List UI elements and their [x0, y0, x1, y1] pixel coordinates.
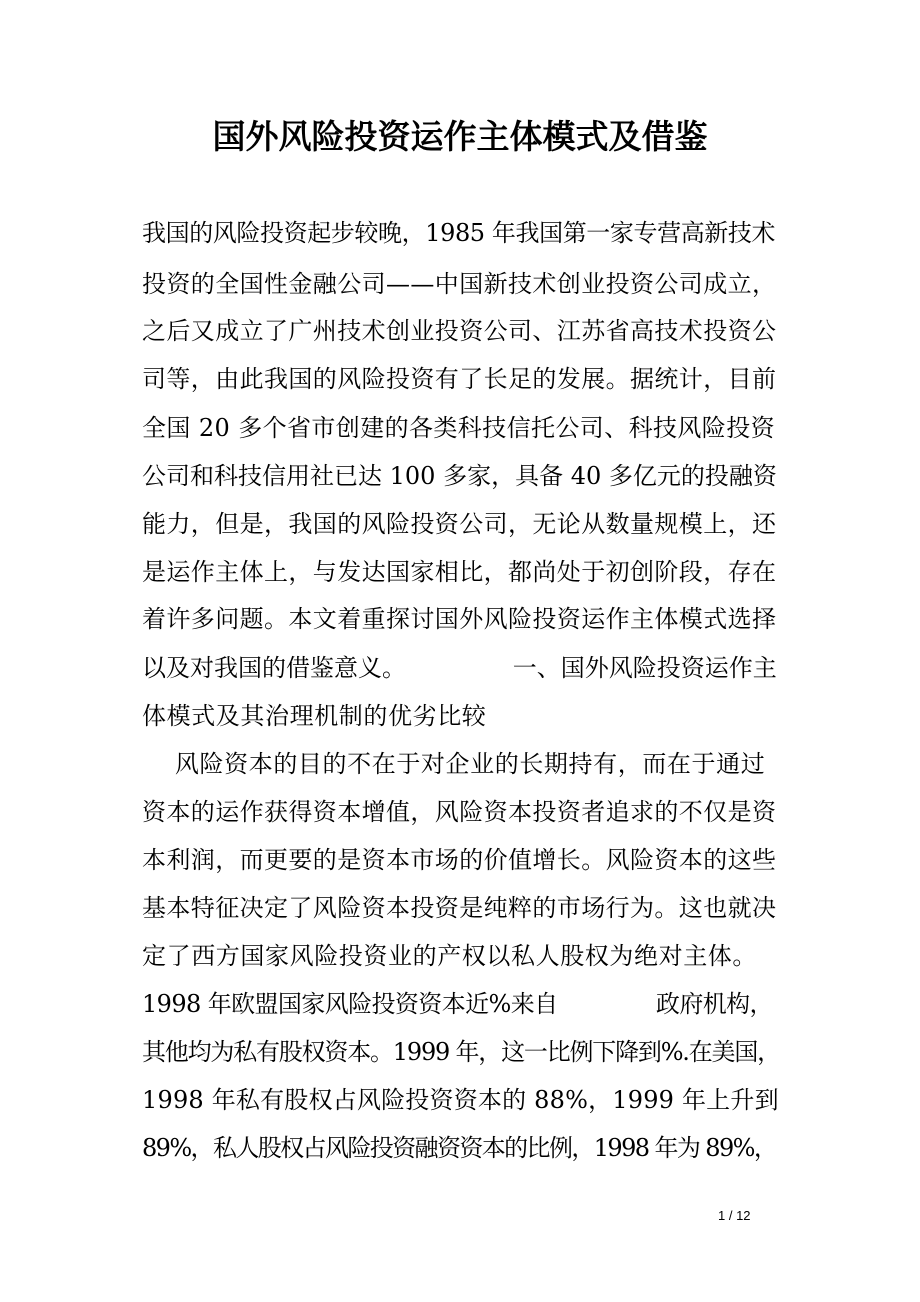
- body-line: 定了西方国家风险投资业的产权以私人股权为绝对主体。: [142, 942, 757, 970]
- document-title: 国外风险投资运作主体模式及借鉴: [212, 117, 708, 156]
- body-line: 风险资本的目的不在于对企业的长期持有，而在于通过: [142, 750, 766, 778]
- body-line: 着许多问题。本文着重探讨国外风险投资运作主体模式选择: [142, 605, 777, 633]
- body-line: 资本的运作获得资本增值，风险资本投资者追求的不仅是资: [142, 798, 777, 826]
- body-line: 投资的全国性金融公司——中国新技术创业投资公司成立，: [142, 270, 777, 298]
- body-line: 能力，但是，我国的风险投资公司，无论从数量规模上，还: [142, 510, 777, 538]
- body-line: 基本特征决定了风险资本投资是纯粹的市场行为。这也就决: [142, 894, 777, 922]
- body-line: 之后又成立了广州技术创业投资公司、江苏省高技术投资公: [142, 317, 777, 345]
- body-line: 是运作主体上，与发达国家相比，都尚处于初创阶段，存在: [142, 558, 777, 586]
- body-line: 以及对我国的借鉴意义。 一、国外风险投资运作主: [142, 654, 777, 682]
- body-line: 其他均为私有股权资本。1999 年，这一比例下降到%.在美国，: [142, 1038, 780, 1066]
- body-line: 1998 年欧盟国家风险投资资本近%来自 政府机构，: [142, 990, 773, 1018]
- body-line: 本利润，而更要的是资本市场的价值增长。风险资本的这些: [142, 846, 777, 874]
- page-number: 1 / 12: [718, 1208, 751, 1223]
- body-line: 公司和科技信用社已达 100 多家，具备 40 多亿元的投融资: [142, 462, 777, 490]
- body-line: 体模式及其治理机制的优劣比较: [142, 702, 487, 730]
- body-line: 89%，私人股权占风险投资融资资本的比例，1998 年为 89%，: [142, 1134, 777, 1162]
- body-line: 司等，由此我国的风险投资有了长足的发展。据统计，目前: [142, 365, 777, 393]
- body-line: 全国 20 多个省市创建的各类科技信托公司、科技风险投资: [142, 414, 775, 442]
- body-line: 1998 年私有股权占风险投资资本的 88%，1999 年上升到: [142, 1086, 779, 1114]
- body-line: 我国的风险投资起步较晚，1985 年我国第一家专营高新技术: [142, 219, 776, 247]
